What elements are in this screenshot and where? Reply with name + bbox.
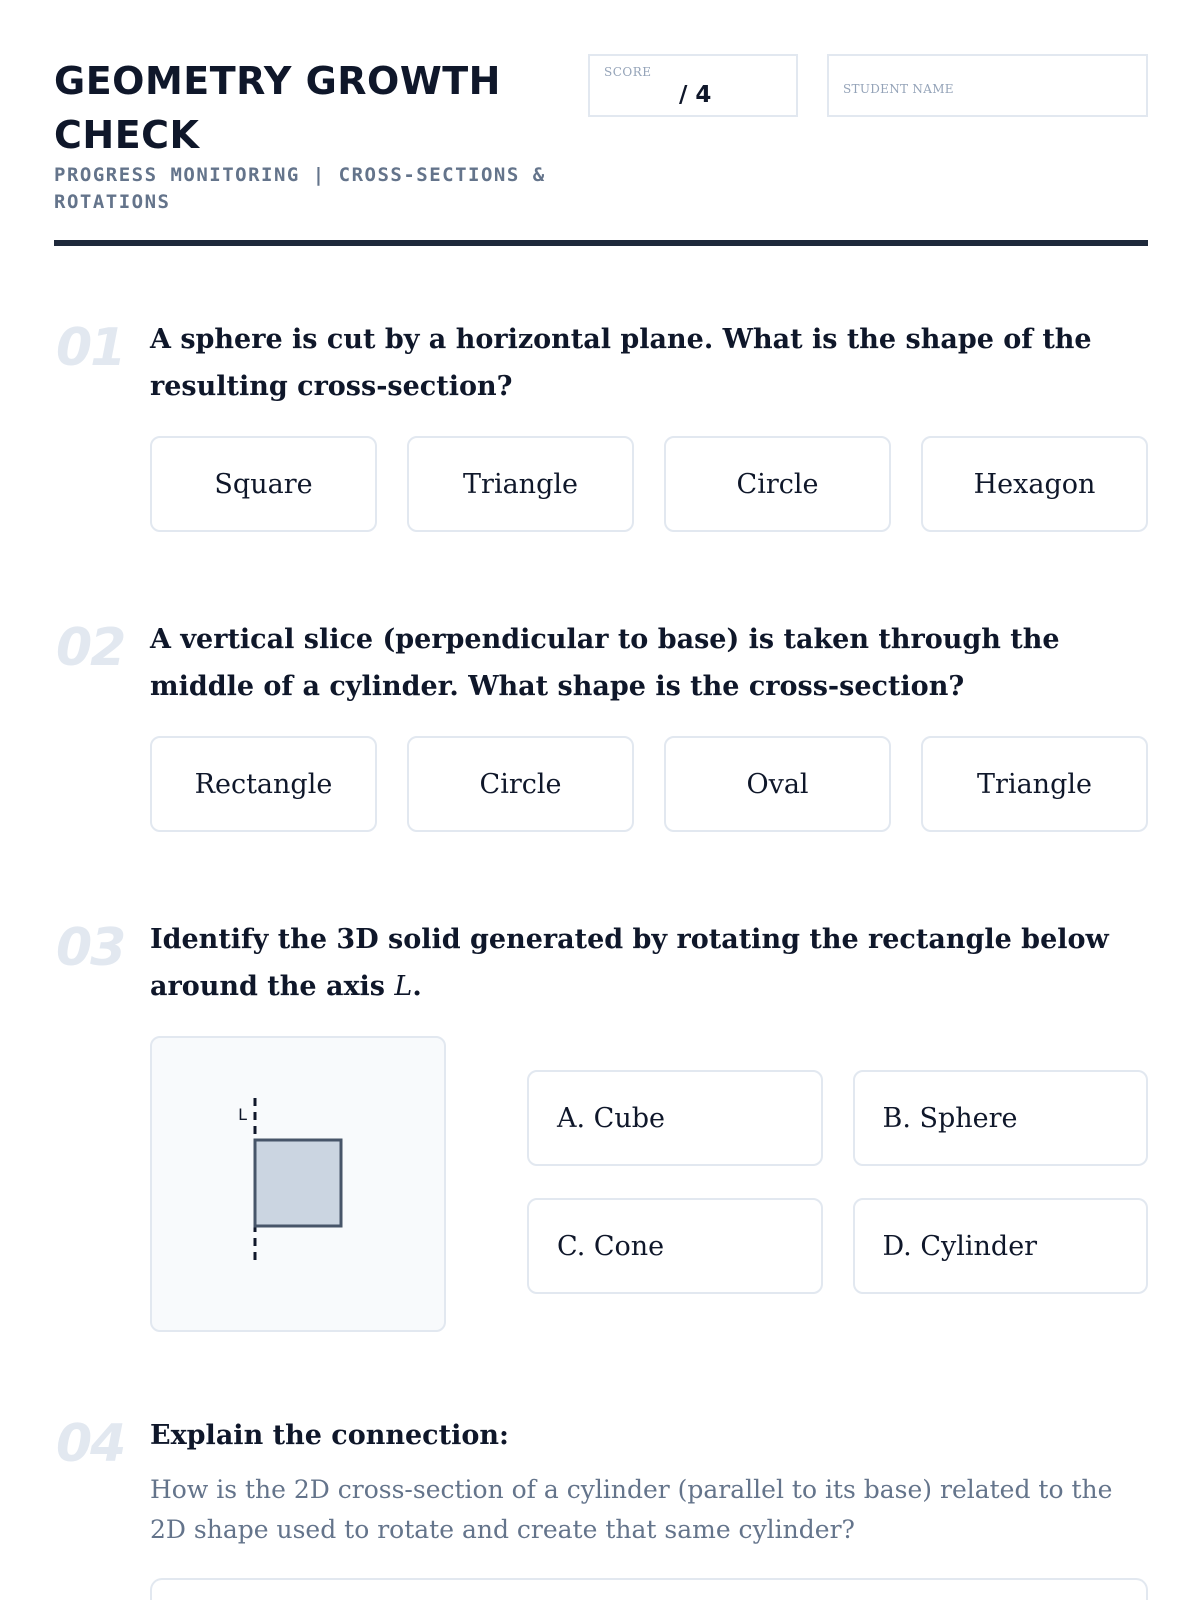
answer-option[interactable]: Oval [664,736,891,832]
answer-option[interactable]: C. Cone [527,1198,823,1294]
score-label: SCORE [604,65,652,79]
question-number: 04 [56,1414,125,1474]
question-prompt: Explain the connection: [150,1420,509,1451]
axis-label: L [238,1105,248,1124]
question-text [150,916,1150,1010]
answer-options [527,1070,1148,1296]
page-title: GEOMETRY GROWTH CHECK [54,59,501,157]
answer-options [150,736,1148,832]
question-number: 03 [56,918,125,978]
rotated-rectangle [255,1140,341,1226]
score-value: / 4 [679,82,712,108]
rectangle-rotation-diagram [152,1038,444,1330]
answer-option[interactable]: Triangle [921,736,1148,832]
page-subtitle: PROGRESS MONITORING | CROSS-SECTIONS & ROTATIONS [54,164,546,213]
axis-symbol: L [394,971,413,1002]
answer-options [150,436,1148,532]
worksheet-header [54,54,1148,244]
question-text-end: . [412,971,422,1002]
written-answer-field[interactable] [150,1578,1148,1600]
question-text: A vertical slice (perpendicular to base) is taken through the middle of a cylinder. What shape is the cross-section? [150,624,1060,702]
answer-option[interactable]: Square [150,436,377,532]
student-name-field[interactable] [827,54,1148,117]
header-divider [54,240,1148,246]
answer-option[interactable]: Circle [664,436,891,532]
student-name-label: STUDENT NAME [843,82,954,96]
answer-option[interactable]: D. Cylinder [853,1198,1149,1294]
answer-option[interactable]: Triangle [407,436,634,532]
answer-option[interactable]: B. Sphere [853,1070,1149,1166]
question-text: A sphere is cut by a horizontal plane. What is the shape of the resulting cross-section? [150,324,1092,402]
question-number: 01 [56,318,125,378]
answer-option[interactable]: A. Cube [527,1070,823,1166]
rotation-figure [150,1036,446,1332]
score-box[interactable] [588,54,798,117]
question-text-main: Identify the 3D solid generated by rotating the rectangle below around the axis [150,924,1109,1002]
question-text: How is the 2D cross-section of a cylinder (parallel to its base) related to the 2D shape used to rotate and create that same cylinder? [150,1475,1113,1544]
answer-option[interactable]: Hexagon [921,436,1148,532]
answer-option[interactable]: Rectangle [150,736,377,832]
answer-option[interactable]: Circle [407,736,634,832]
question-number: 02 [56,618,125,678]
